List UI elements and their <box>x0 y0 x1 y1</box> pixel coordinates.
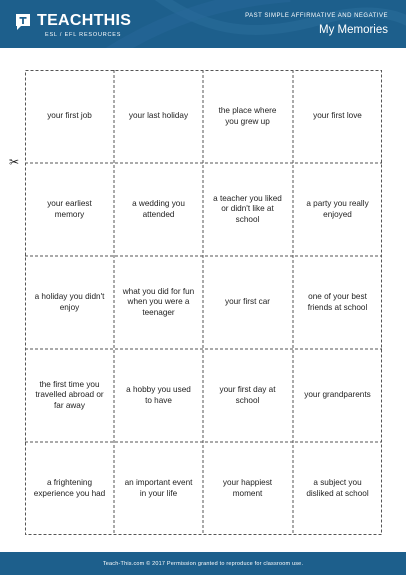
page-title: My Memories <box>318 24 388 36</box>
card-text: a hobby you used to have <box>126 385 191 405</box>
card-text: a wedding you attended <box>132 199 185 219</box>
card <box>293 349 382 442</box>
card <box>203 442 292 535</box>
card-text: an important event in your life <box>124 478 193 498</box>
scissors-icon: ✂ <box>9 155 20 169</box>
brand-name: TEACHTHIS <box>37 12 132 29</box>
card <box>293 163 382 256</box>
card <box>293 70 382 163</box>
card-text: your earliest memory <box>47 199 92 219</box>
card-text: your first love <box>313 111 362 121</box>
card <box>114 70 203 163</box>
card <box>114 163 203 256</box>
card <box>293 442 382 535</box>
card <box>203 70 292 163</box>
card <box>25 70 114 163</box>
card-text: your first day at school <box>219 385 276 405</box>
card-text: one of your best friends at school <box>307 292 368 312</box>
card-text: a party you really enjoyed <box>306 199 369 219</box>
logo <box>14 13 131 39</box>
copyright-notice: Teach-This.com © 2017 Permission granted to reproduce for classroom use. <box>102 560 304 567</box>
card-text: the first time you travelled abroad or far away <box>35 379 104 410</box>
card <box>203 349 292 442</box>
card-text: a teacher you liked or didn't like at school <box>213 193 282 224</box>
card-text: what you did for fun when you were a teenager <box>122 286 195 317</box>
card-text: your happiest moment <box>222 478 273 498</box>
card <box>114 349 203 442</box>
brand-tagline: ESL / EFL RESOURCES <box>45 32 122 38</box>
card <box>114 442 203 535</box>
card <box>25 349 114 442</box>
card <box>293 256 382 349</box>
speech-bubble-t-icon <box>14 13 32 31</box>
card <box>25 256 114 349</box>
card-text: your grandparents <box>304 390 371 400</box>
card-text: your last holiday <box>128 111 189 121</box>
footer-banner <box>0 552 406 575</box>
worksheet-subject: PAST SIMPLE AFFIRMATIVE AND NEGATIVE <box>245 13 388 19</box>
card-text: a holiday you didn't enjoy <box>34 292 105 312</box>
card-text: the place where you grew up <box>218 106 277 126</box>
card <box>203 256 292 349</box>
card <box>114 256 203 349</box>
card <box>25 442 114 535</box>
header-banner <box>0 0 406 48</box>
card-text: your first job <box>47 111 92 121</box>
card-grid <box>25 70 382 535</box>
card-text: your first car <box>224 297 271 307</box>
card <box>203 163 292 256</box>
card-text: a frightening experience you had <box>33 478 106 498</box>
card-text: a subject you disliked at school <box>306 478 369 498</box>
card <box>25 163 114 256</box>
